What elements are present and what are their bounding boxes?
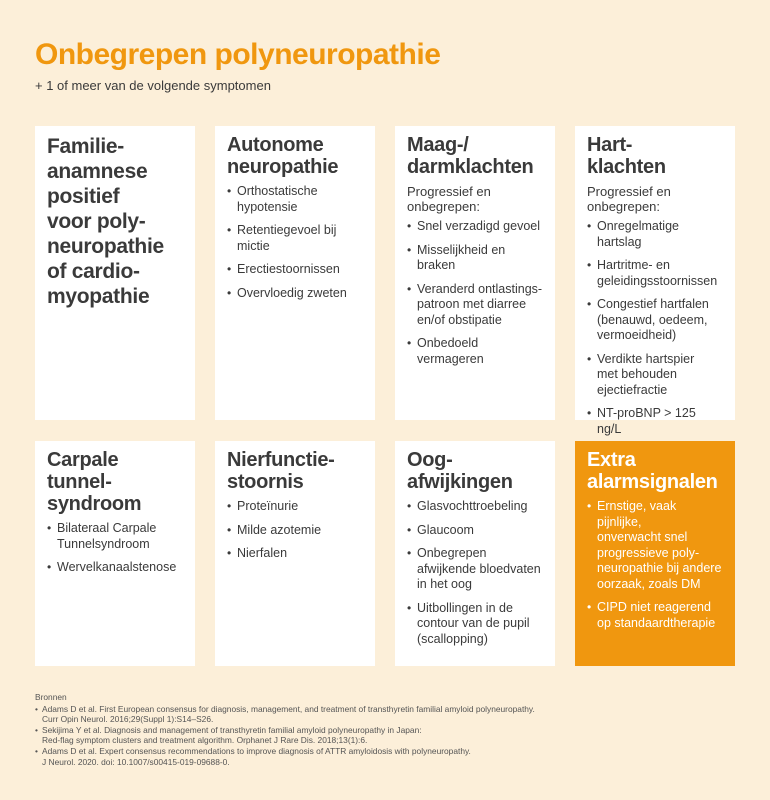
card-title: Familie- anamnese positief voor poly- neuropathie of cardio- myopathie [47,135,164,308]
sources-label: Bronnen [35,692,67,702]
page-subtitle: + 1 of meer van de volgende symptomen [35,78,271,93]
card-title: Extra alarmsignalen [587,449,718,493]
symptom-list [587,219,723,437]
list-item: • Snel verzadigd gevoel [407,219,543,235]
card-title: Oog- afwijkingen [407,449,513,493]
list-item: • Hartritme- en geleidingsstoornissen [587,258,723,289]
symptom-list [227,499,363,562]
list-item: • Onbedoeld vermageren [407,336,543,367]
list-item: • Onbegrepen afwijkende bloedvaten in het oog [407,546,543,593]
symptom-list [407,219,543,367]
list-item: • CIPD niet reagerend op standaardtherapie [587,600,723,631]
card-title: Maag-/ darmklachten [407,134,534,178]
card-intro: Progressief en onbegrepen: [587,184,671,214]
card-nierfunctiestoornis [215,441,375,666]
card-maag-darmklachten [395,126,555,420]
card-oogafwijkingen [395,441,555,666]
list-item: • Congestief hartfalen (benauwd, oedeem, vermoeidheid) [587,297,723,344]
list-item: • Wervelkanaalstenose [47,560,183,576]
card-hartklachten [575,126,735,436]
list-item: • Orthostatische hypotensie [227,184,363,215]
card-title: Autonome neuropathie [227,134,339,178]
list-item: • Onregelmatige hartslag [587,219,723,250]
list-item: • NT-proBNP > 125 ng/L [587,406,723,437]
card-title: Nierfunctie- stoornis [227,449,335,493]
list-item: • Veranderd ontlastings- patroon met diarree en/of obstipatie [407,282,543,329]
list-item: • Ernstige, vaak pijnlijke, onverwacht snel progressieve poly- neuropathie bij andere oorzaak, zoals DM [587,499,723,592]
source-item: • Adams D et al. First European consensus for diagnosis, management, and treatment of transthyretin familial amyloid polyneuropathy. Curr Opin Neurol. 2016;29(Suppl 1):S14–S26. [35,704,535,725]
list-item: • Milde azotemie [227,523,363,539]
list-item: • Glaucoom [407,523,543,539]
list-item: • Proteïnurie [227,499,363,515]
card-title: Carpale tunnel- syndroom [47,449,142,515]
symptom-list [47,521,183,576]
list-item: • Misselijkheid en braken [407,243,543,274]
symptom-list [407,499,543,647]
symptom-list [587,499,723,631]
source-item: • Sekijima Y et al. Diagnosis and management of transthyretin familial amyloid polyneuropathy in Japan: Red-flag symptom clusters and treatment algorithm. Orphanet J Rare Dis. 2018;13(1):6. [35,725,535,746]
card-autonome-neuropathie [215,126,375,420]
list-item: • Verdikte hartspier met behouden ejectiefractie [587,352,723,399]
list-item: • Glasvochttroebeling [407,499,543,515]
sources [35,692,535,767]
list-item: • Overvloedig zweten [227,286,363,302]
list-item: • Retentiegevoel bij mictie [227,223,363,254]
list-item: • Bilateraal Carpale Tunnelsyndroom [47,521,183,552]
list-item: • Uitbollingen in de contour van de pupil (scallopping) [407,601,543,648]
page-title: Onbegrepen polyneuropathie [35,38,441,71]
symptom-list [227,184,363,301]
card-title: Hart- klachten [587,134,666,178]
card-extra-alarmsignalen [575,441,735,666]
list-item: • Erectiestoornissen [227,262,363,278]
source-item: • Adams D et al. Expert consensus recommendations to improve diagnosis of ATTR amyloidosis with polyneuropathy. J Neurol. 2020. doi: 10.1007/s00415-019-09688-0. [35,746,535,767]
card-intro: Progressief en onbegrepen: [407,184,491,214]
card-carpale-tunnelsyndroom [35,441,195,666]
card-familieanamnese [35,126,195,420]
list-item: • Nierfalen [227,546,363,562]
